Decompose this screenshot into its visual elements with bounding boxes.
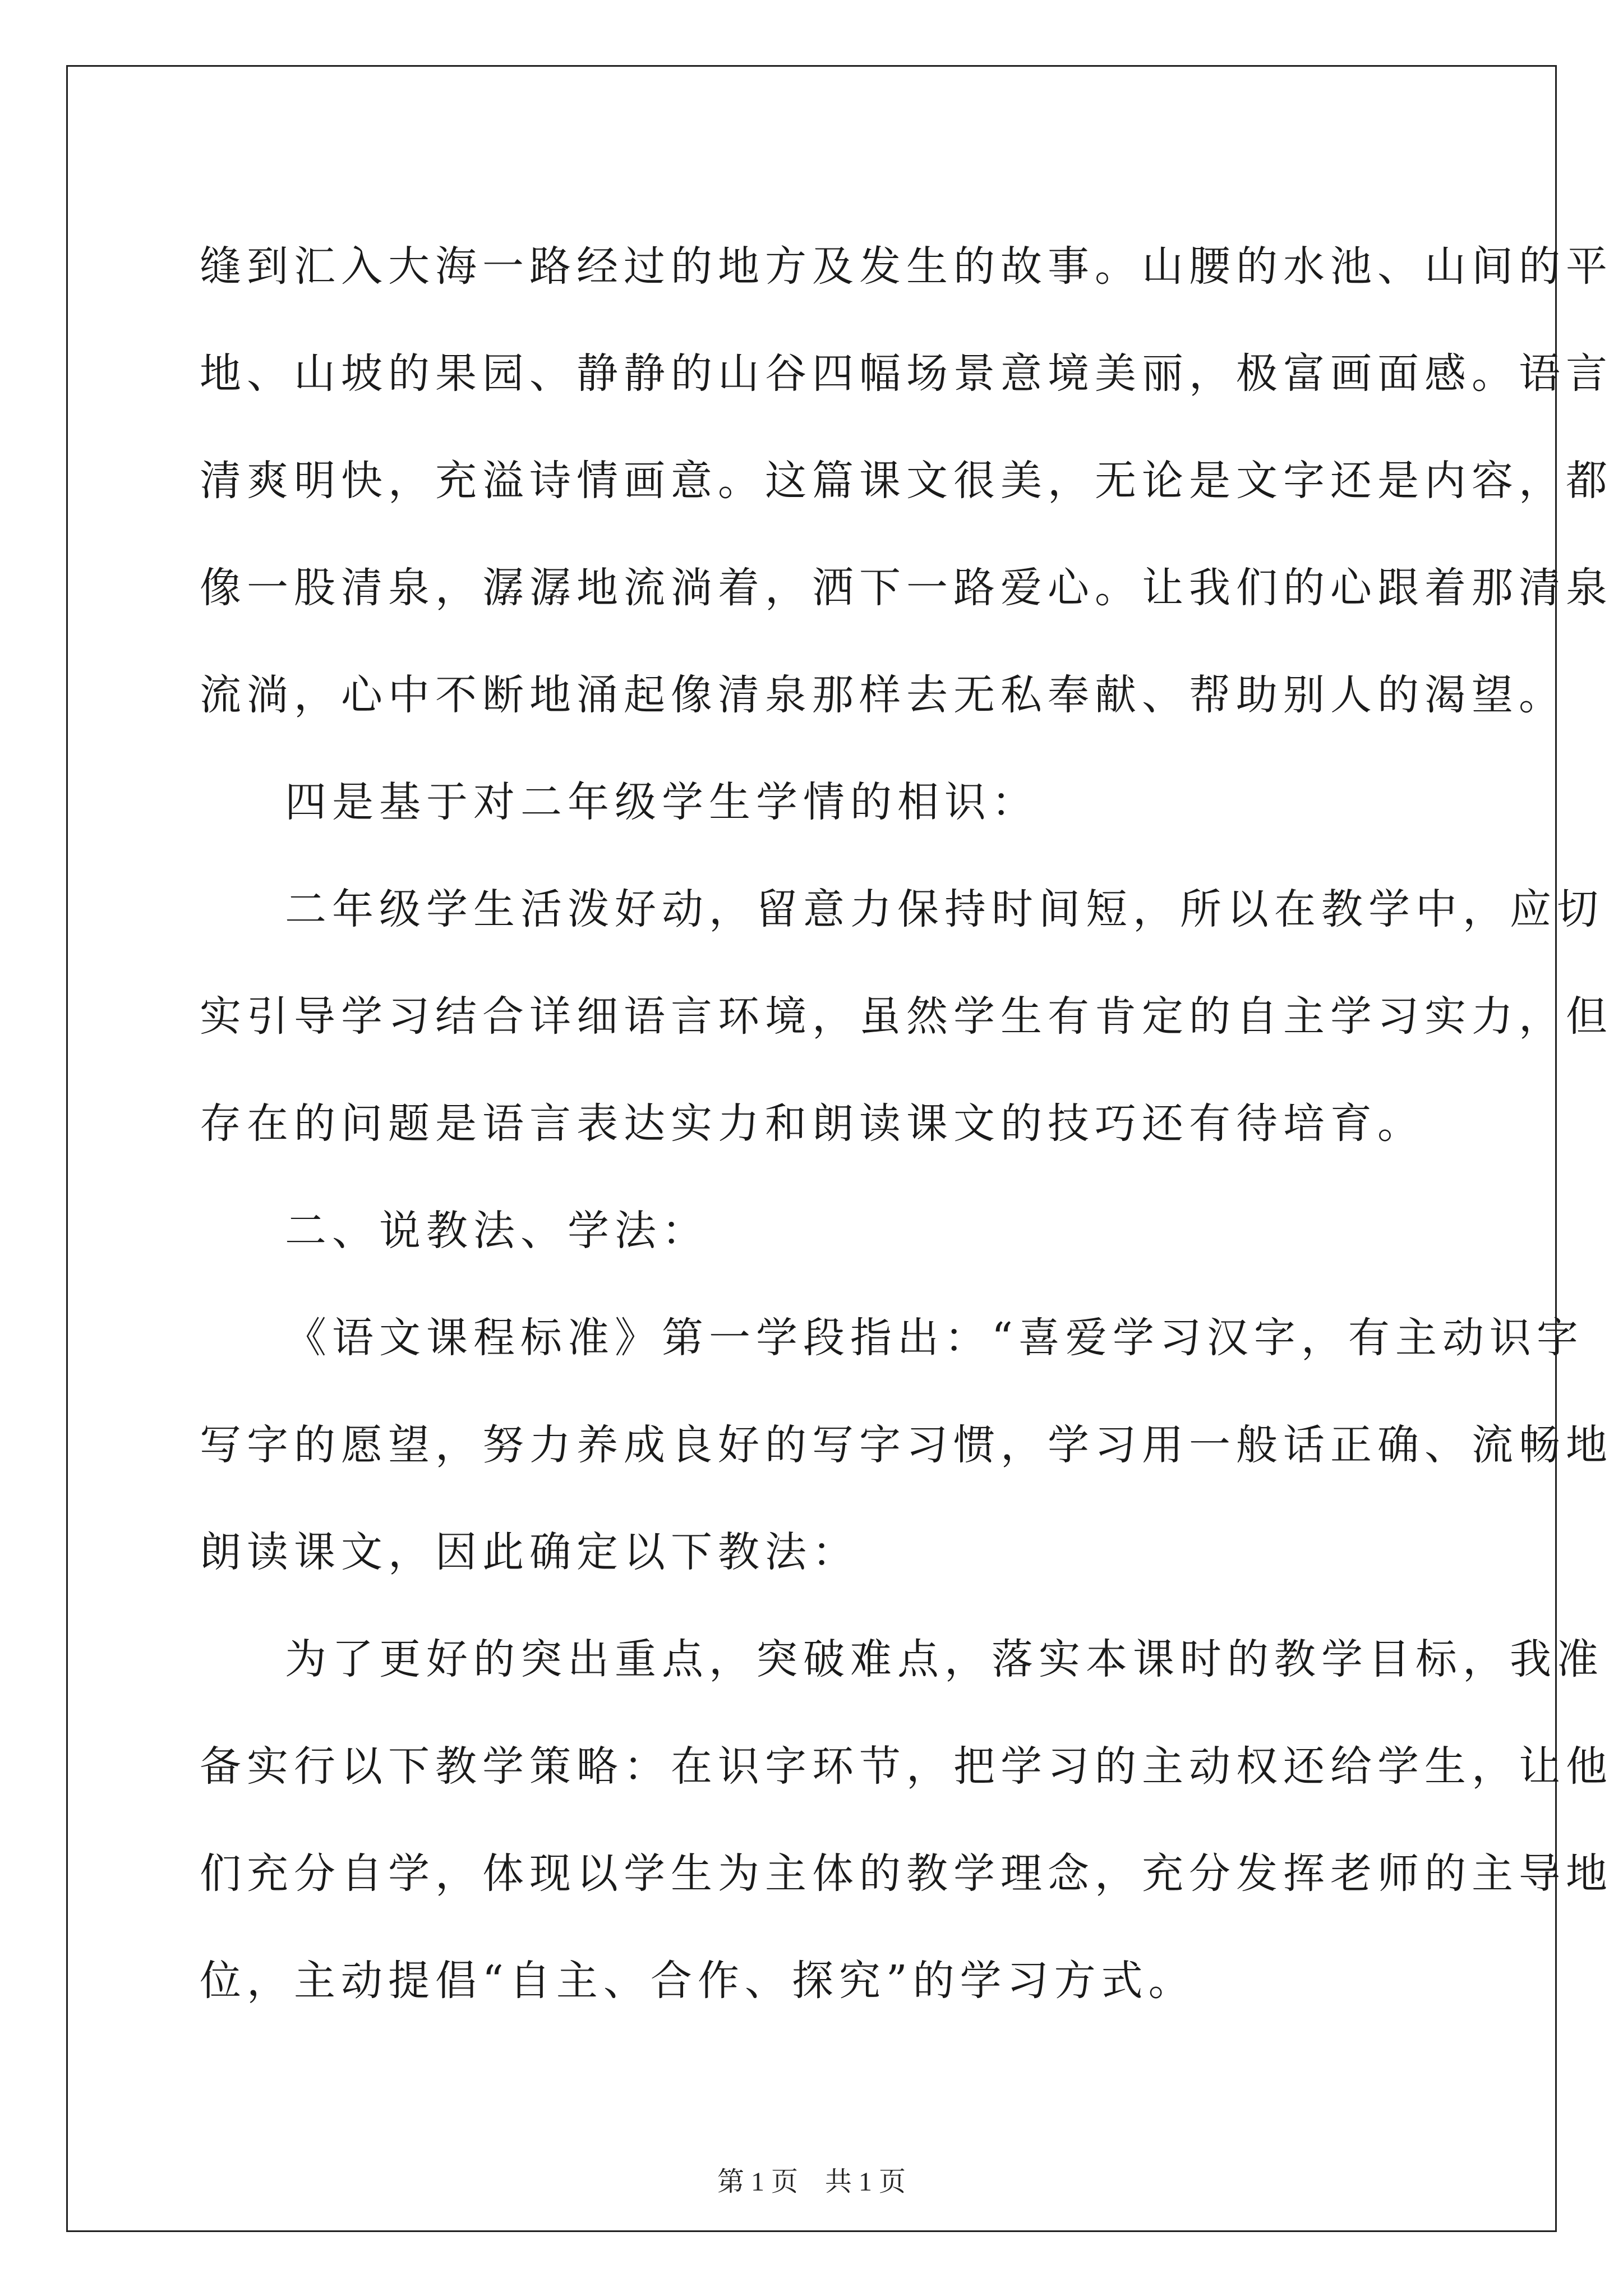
text-line: 们充分自学，体现以学生为主体的教学理念，充分发挥老师的主导地 <box>200 1849 1613 1898</box>
text-line: 《语文课程标准》第一学段指出：“喜爱学习汉字，有主动识字 <box>285 1314 1584 1362</box>
text-line: 地、山坡的果园、静静的山谷四幅场景意境美丽，极富画面感。语言 <box>200 349 1613 398</box>
text-line: 二、说教法、学法： <box>285 1207 709 1255</box>
text-line: 实引导学习结合详细语言环境，虽然学生有肯定的自主学习实力，但 <box>200 992 1613 1041</box>
text-line: 清爽明快，充溢诗情画意。这篇课文很美，无论是文字还是内容，都 <box>200 457 1613 505</box>
page-footer: 第 1 页 共 1 页 <box>717 2167 906 2197</box>
paragraph-6 <box>200 1606 1613 2035</box>
text-line: 朗读课文，因此确定以下教法： <box>200 1528 859 1576</box>
paragraph-5 <box>200 1285 1613 1606</box>
text-line: 四是基于对二年级学生学情的相识： <box>285 778 1039 826</box>
text-line: 为了更好的突出重点，突破难点，落实本课时的教学目标，我准 <box>285 1635 1604 1683</box>
text-line: 存在的问题是语言表达实力和朗读课文的技巧还有待培育。 <box>200 1099 1424 1148</box>
section-heading <box>200 1177 1422 1285</box>
text-line: 写字的愿望，努力养成良好的写字习惯，学习用一般话正确、流畅地 <box>200 1421 1613 1469</box>
paragraph-3 <box>200 856 1613 1177</box>
text-line: 位，主动提倡“自主、合作、探究”的学习方式。 <box>200 1957 1196 2005</box>
text-line: 像一股清泉，潺潺地流淌着，洒下一路爱心。让我们的心跟着那清泉 <box>200 564 1613 612</box>
paragraph-2 <box>200 749 1422 856</box>
text-line: 备实行以下教学策略：在识字环节，把学习的主动权还给学生，让他 <box>200 1742 1613 1791</box>
paragraph-1 <box>200 213 1613 749</box>
text-line: 流淌，心中不断地涌起像清泉那样去无私奉献、帮助别人的渴望。 <box>200 671 1566 719</box>
text-line: 二年级学生活泼好动，留意力保持时间短，所以在教学中，应切 <box>285 885 1604 933</box>
document-body <box>200 213 1613 2035</box>
text-line: 缝到汇入大海一路经过的地方及发生的故事。山腰的水池、山间的平 <box>200 242 1613 291</box>
